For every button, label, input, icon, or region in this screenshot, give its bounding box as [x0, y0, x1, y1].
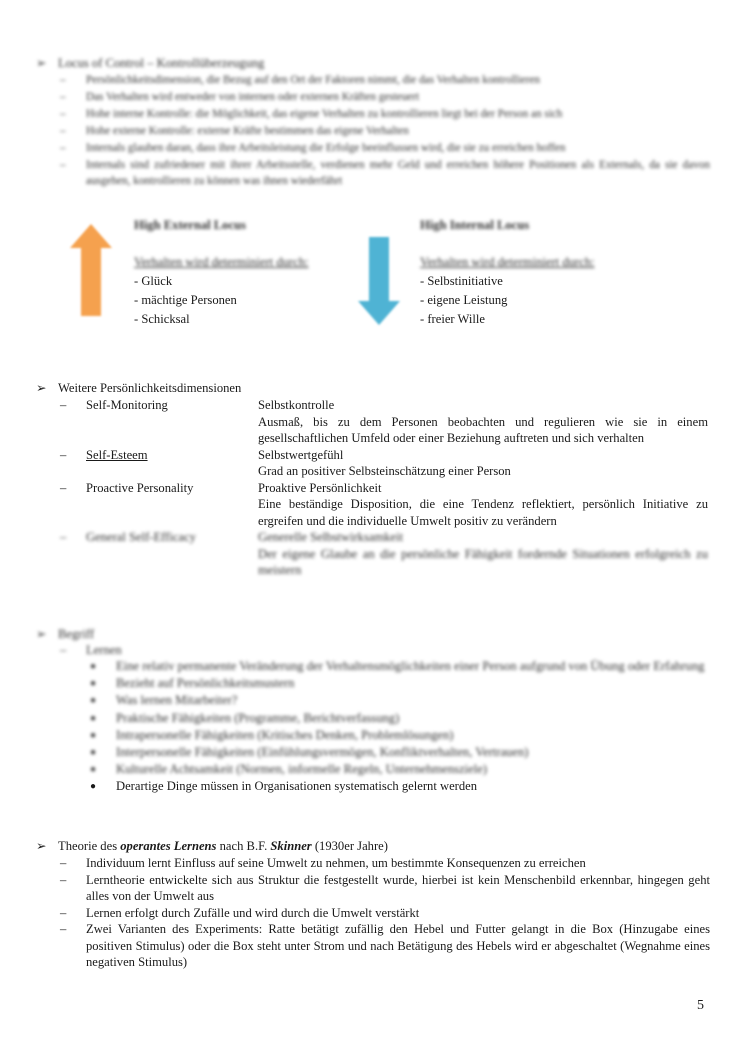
list-item: ● Eine relativ permanente Veränderung der Verhaltensmöglichkeiten einer Person aufgrund von Übung oder Erfahrung [90, 659, 705, 673]
table-row: – Self-Monitoring Selbstkontrolle Ausmaß, bis zu dem Personen beobachten und regulieren wie sie in einem gesellschaftlichen Umfeld oder einer Beziehung auftreten und sich verhalten [60, 398, 708, 445]
section-title-begriff [36, 626, 94, 643]
internal-locus-subheading: Verhalten wird determiniert durch: [420, 255, 595, 269]
dimensions-title: Weitere Persönlichkeitsdimensionen [58, 381, 242, 395]
table-row: – Proactive Personality Proaktive Persönlichkeit Eine beständige Disposition, die eine Tendenz reflektiert, persönlich Initiative zu ergreifen und die individuelle Umwelt positiv zu verändern [60, 480, 708, 528]
section-title-skinner: ➢ Theorie des operantes Lernens nach B.F. Skinner (1930er Jahre) [36, 839, 388, 853]
arrow-bullet-icon: ➢ [36, 381, 47, 395]
list-item: ● Was lernen Mitarbeiter? [90, 693, 238, 708]
section-title-dimensions [36, 380, 241, 397]
list-item: - Schicksal [134, 312, 190, 326]
list-item: ● Interpersonelle Fähigkeiten (Einfühlungsvermögen, Konfliktverhalten, Vertrauen) [90, 745, 529, 760]
list-item: – Hohe externe Kontrolle: externe Kräfte bestimmen das eigene Verhalten [60, 124, 409, 137]
list-item: – Das Verhalten wird entweder von internen oder externen Kräften gesteuert [60, 90, 420, 103]
up-arrow-icon [68, 222, 114, 318]
list-item: – Individuum lernt Einfluss auf seine Umwelt zu nehmen, um bestimmte Konsequenzen zu erreichen [60, 856, 586, 870]
list-item: ● Kulturelle Achtsamkeit (Normen, informelle Regeln, Unternehmensziele) [90, 762, 488, 777]
list-item: ● Intrapersonelle Fähigkeiten (Kritisches Denken, Problemlösungen) [90, 727, 454, 742]
list-item: – Internals sind zufriedener mit ihrer Arbeitsstelle, verdienen mehr Geld und erreichen höhere Positionen als Externals, da sie davon ausgehen, kontrollieren zu können was ihnen wiederfährt [60, 158, 710, 188]
arrow-bullet-icon: ➢ [36, 56, 47, 70]
begriff-bullets [90, 658, 710, 796]
locus-title: Locus of Control – Kontrollüberzeugung [58, 56, 265, 70]
page-number: 5 [697, 998, 704, 1013]
begriff-sublist [60, 642, 710, 659]
internal-locus-block [420, 216, 595, 329]
arrow-bullet-icon: ➢ [36, 627, 47, 641]
locus-list [60, 72, 710, 190]
list-item: – Zwei Varianten des Experiments: Ratte betätigt zufällig den Hebel und Futter gelangt in die Box (Hinzugabe eines positiven Stimulus) oder die Box steht unter Strom und nach Betätigung des Hebels wird er abgeschaltet (Wegnahme eines negativen Stimulus) [60, 922, 710, 969]
list-item: – Hohe interne Kontrolle: die Möglichkeit, das eigene Verhalten zu kontrollieren liegt bei der Person an sich [60, 107, 563, 120]
list-item: – Internals glauben daran, dass ihre Arbeitsleistung die Erfolge beeinflussen wird, die sie zu erreichen hoffen [60, 141, 566, 154]
table-row: – General Self-Efficacy Generelle Selbstwirksamkeit Der eigene Glaube an die persönliche Fähigkeit fordernde Situationen erfolgreich zu meistern [60, 530, 708, 577]
list-item: - eigene Leistung [420, 293, 508, 307]
list-item: - Glück [134, 274, 173, 288]
list-item: ● Derartige Dinge müssen in Organisationen systematisch gelernt werden [90, 779, 478, 794]
external-locus-block [134, 216, 309, 329]
list-item: – Persönlichkeitsdimension, die Bezug auf den Ort der Faktoren nimmt, die das Verhalten kontrollieren [60, 74, 541, 86]
list-item: ● Praktische Fähigkeiten (Programme, Berichtverfassung) [90, 710, 400, 725]
external-locus-subheading: Verhalten wird determiniert durch: [134, 255, 309, 269]
list-item: - Selbstinitiative [420, 274, 503, 288]
list-item: – Lernen erfolgt durch Zufälle und wird durch die Umwelt verstärkt [60, 905, 420, 920]
arrow-bullet-icon: ➢ [36, 839, 47, 853]
internal-locus-heading: High Internal Locus [420, 218, 530, 232]
section-title-locus [36, 55, 264, 72]
list-item: – Lerntheorie entwickelte sich aus Struktur die festgestellt wurde, hierbei ist kein Menschenbild erkennbar, hingegen geht alles von der Umwelt aus [60, 872, 710, 903]
table-row: – Self-Esteem Selbstwertgefühl Grad an positiver Selbsteinschätzung einer Person [60, 447, 511, 478]
list-item: – Lernen [60, 643, 122, 657]
list-item: - freier Wille [420, 312, 485, 326]
external-locus-heading: High External Locus [134, 218, 246, 232]
list-item: ● Bezieht auf Persönlichkeitsmustern [90, 676, 295, 691]
skinner-list [60, 855, 710, 971]
down-arrow-icon [356, 235, 402, 327]
dimensions-table [60, 397, 708, 579]
list-item: - mächtige Personen [134, 293, 237, 307]
begriff-title: Begriff [58, 627, 95, 641]
